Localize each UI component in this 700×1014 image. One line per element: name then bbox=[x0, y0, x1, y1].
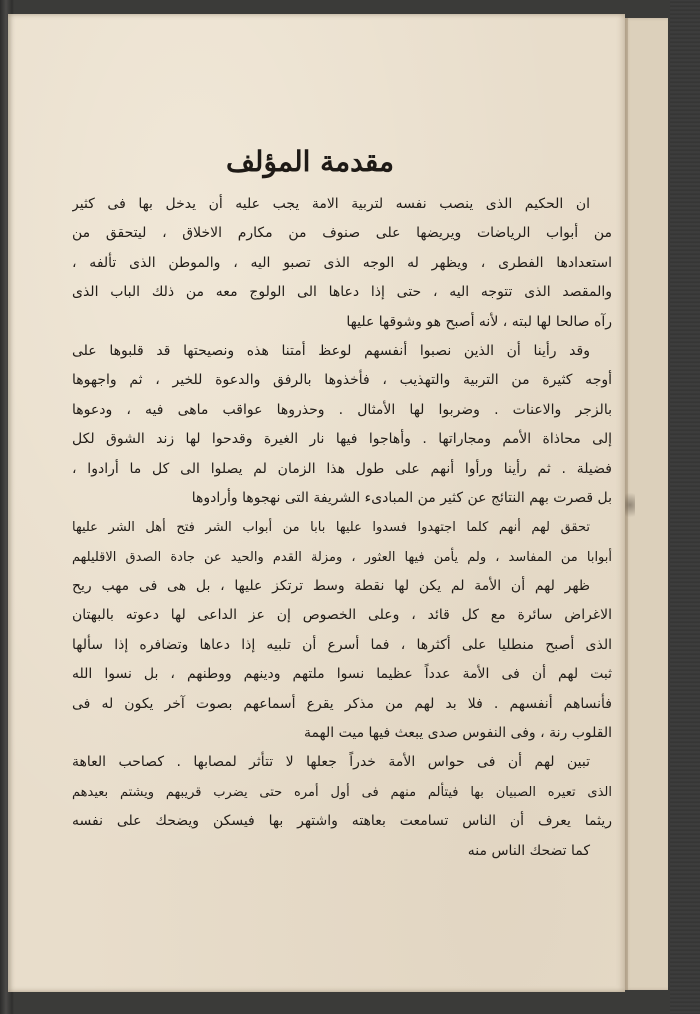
text-line: الذى تعيره الصبيان بها فيتألم منهم فى أول أمره حتى يضرب قريبهم ويشتم بعيدهم bbox=[72, 784, 612, 800]
text-line: تبين لهم أن فى حواس الأمة خدراً جعلها لا تتأثر لمصابها . كصاحب العاهة bbox=[72, 754, 590, 771]
text-line: إلى محاذاة الأمم ومجاراتها . وأهاجوا فيها نار الغيرة وقدحوا لها زند الشوق لكل bbox=[72, 431, 612, 448]
text-line: وقد رأينا أن الذين نصبوا أنفسهم لوعظ أمتنا هذه ونصيحتها قد قلبوها على bbox=[72, 342, 590, 359]
text-line: ظهر لهم أن الأمة لم يكن لها نقطة وسط ترتكز عليها ، بل هى فى مهب ريح bbox=[72, 578, 590, 595]
book-cover-edge bbox=[670, 0, 700, 1014]
text-line: رآه صالحا لها لبته ، لأنه أصبح هو وشوقها عليها bbox=[346, 313, 612, 330]
text-line: أوجه كثيرة من التربية والتهذيب ، فأخذوها بالرفق والدعوة للخير ، ثم واجهوها bbox=[72, 372, 612, 389]
text-line: الذى أصبح منطليا على أكثرها ، فما أسرع أن تلبيه إذا دعاها وتضافره إذا سألها bbox=[72, 636, 612, 653]
text-line: فأنساهم أنفسهم . فلا بد لهم من مذكر يقرع أسماعهم بصوت آخر يكون له فى bbox=[72, 695, 612, 712]
text-line: استعدادها الفطرى ، ويظهر له الوجه الذى تصبو اليه ، والموطن الذى تألفه ، bbox=[72, 254, 612, 271]
text-line: الاغراض سائرة مع كل قائد ، وعلى الخصوص إن عز الداعى لها دعوته بالبهتان bbox=[72, 607, 612, 624]
text-line: والمقصد الذى تتوجه اليه ، حتى إذا دعاها الى الولوج معه من ذلك الباب الذى bbox=[72, 284, 612, 301]
text-line: بالزجر والاعنات . وضربوا لها الأمثال . وحذروها عواقب ماهى فيه ، ودعوها bbox=[72, 401, 612, 418]
text-line: أبوابا من المفاسد ، ولم يأمن فيها العثور ، ومزلة القدم والحيد عن جادة الصدق الاقليلهم bbox=[72, 549, 612, 565]
text-line: القلوب رنة ، وفى النفوس صدى يبعث فيها ميت الهمة bbox=[303, 725, 612, 742]
text-line: ريثما يعرف أن الناس تسامعت بعاهته واشتهر بها فيسكن ويضحك على نفسه bbox=[72, 813, 612, 830]
page-smudge bbox=[625, 488, 635, 522]
text-line: فضيلة . ثم رأينا ورأوا أنهم على طول هذا الزمان لم يصلوا الى كل ما أرادوا ، bbox=[72, 460, 612, 477]
page-heading: مقدمة المؤلف bbox=[225, 145, 395, 178]
text-line: بل قصرت بهم النتائج عن كثير من المبادىء الشريفة التى نهجوها وأرادوها bbox=[191, 489, 612, 506]
text-line: ثبت لهم أن فى الأمة عدداً عظيما نسوا ملتهم ودينهم ووطنهم ، بل نسوا الله bbox=[72, 666, 612, 683]
text-line: كما تضحك الناس منه bbox=[467, 842, 590, 859]
text-line: من أبواب الرياضات ويريضها على صنوف من مكارم الاخلاق ، ليتحقق من bbox=[72, 225, 612, 242]
text-line: تحقق لهم أنهم كلما اجتهدوا فسدوا عليها بابا من أبواب الشر فتح أهل الشر عليها bbox=[72, 520, 590, 536]
text-line: ان الحكيم الذى ينصب نفسه لتربية الامة يجب عليه أن يدخل بها فى كثير bbox=[72, 196, 590, 212]
body-text bbox=[72, 190, 612, 866]
